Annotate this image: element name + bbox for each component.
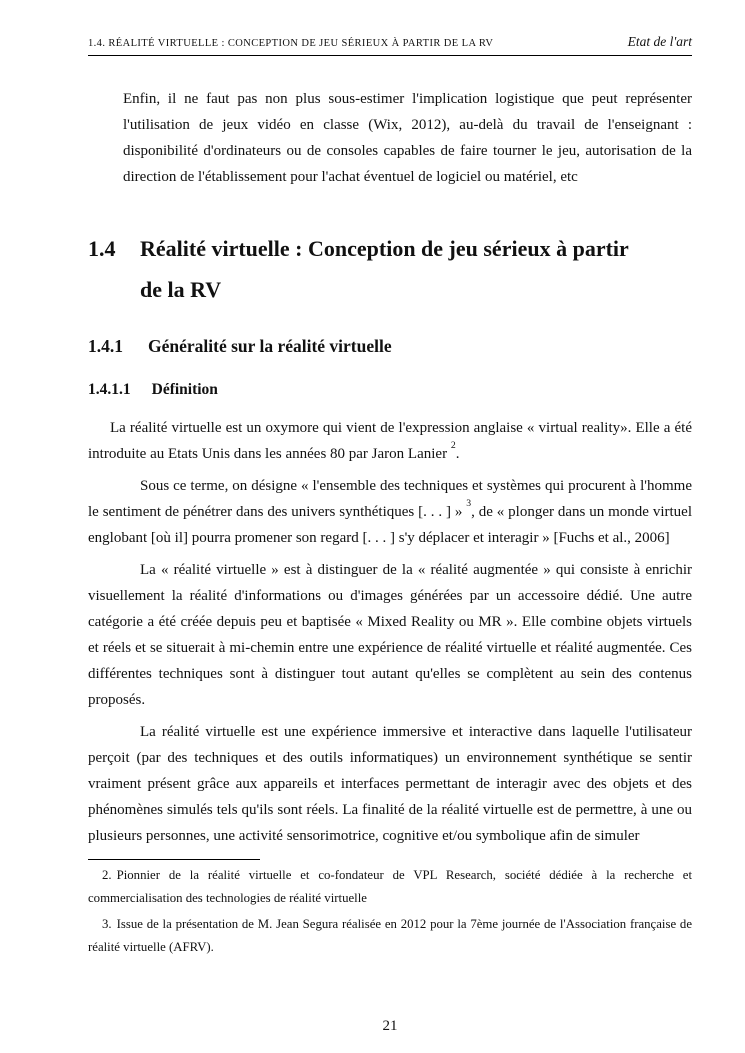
running-header-section: 1.4. RÉALITÉ VIRTUELLE : CONCEPTION DE JEU SÉRIEUX À PARTIR DE LA RV: [88, 38, 494, 49]
intro-paragraph: Enfin, il ne faut pas non plus sous-estimer l'implication logistique que peut représenter l'utilisation de jeux vidéo en classe (Wix, 2012), au-delà du travail de l'enseignant : disponibilité d'ordinateurs ou de consoles capables de faire tourner le jeu, autorisation de la direction de l'établissement pour l'achat éventuel de logiciel ou matériel, etc: [123, 91, 692, 185]
paragraph-text: .: [455, 446, 460, 462]
footnote-ref-3: 3: [466, 497, 472, 509]
paragraph-text: La réalité virtuelle est un oxymore qui vient de l'expression anglaise « virtual reality». Elle a été introduite au Etats Unis dans les années 80 par Jaron Lanier: [88, 420, 692, 462]
subsubsection-number: 1.4.1.1: [88, 381, 131, 398]
footnote-text: Pionnier de la réalité virtuelle et co-fondateur de VPL Research, société dédiée à la recherche et commercialisation des technologies de réalité virtuelle: [88, 868, 692, 905]
section-heading: [88, 228, 692, 310]
subsection-number: 1.4.1: [88, 336, 123, 356]
page-header: [88, 34, 692, 56]
paragraph-text: Sous ce terme, on désigne « l'ensemble des techniques et systèmes qui procurent à l'homme le sentiment de pénétrer dans des univers synthétiques [. . . ] »: [88, 478, 692, 520]
paragraph-fuchs-quote: [88, 473, 692, 551]
footnote-marker: 2.: [102, 868, 112, 882]
footnote-2: [88, 864, 692, 910]
page-number: 21: [382, 1018, 398, 1034]
paragraph-immersive-experience: La réalité virtuelle est une expérience immersive et interactive dans laquelle l'utilisateur perçoit (par des techniques et des outils informatiques) un environnement synthétique se sentir vraiment présent grâce aux appareils et interfaces permettant de interagir avec des objets et des phénomènes simulés tels qu'ils sont réels. La finalité de la réalité virtuelle est de permettre, à une ou plusieurs personnes, une activité sensorimotrice, cognitive et/ou symbolique afin de simuler: [88, 724, 692, 844]
paragraph-definition-oxymore: [88, 415, 692, 467]
footnotes-block: [88, 864, 692, 959]
section-title-line2: de la RV: [140, 277, 222, 302]
section-title-line1: Réalité virtuelle : Conception de jeu sérieux à partir: [140, 236, 629, 261]
footnote-3: [88, 913, 692, 959]
subsection-title: Généralité sur la réalité virtuelle: [148, 336, 392, 356]
subsection-heading: [88, 336, 692, 357]
subsubsection-title: Définition: [151, 381, 218, 398]
subsubsection-heading: [88, 381, 692, 399]
section-number: 1.4: [88, 236, 116, 261]
footnote-marker: 3.: [102, 917, 112, 931]
footnote-rule: [88, 859, 260, 860]
footnote-ref-2: 2: [450, 439, 456, 451]
section-title: [140, 228, 692, 310]
running-header-chapter: Etat de l'art: [627, 34, 692, 49]
paragraph-text: , de « plonger dans un monde virtuel englobant [où il] pourra promener son regard [. . . ] s'y déplacer et interagir » [Fuchs et al., 2006]: [88, 504, 692, 546]
footnote-text: Issue de la présentation de M. Jean Segura réalisée en 2012 pour la 7ème journée de l'Association française de réalité virtuelle (AFRV).: [88, 917, 692, 954]
paragraph-augmented-mixed-reality: La « réalité virtuelle » est à distinguer de la « réalité augmentée » qui consiste à enrichir visuellement la réalité d'informations ou d'images générées par un accessoire dédié. Une autre catégorie a été créée depuis peu et baptisée « Mixed Reality ou MR ». Elle combine objets virtuels et réels et se situerait à mi-chemin entre une expérience de réalité virtuelle et réalité augmentée. Ces différentes techniques sont à distinguer tout autant qu'elles se complètent au sein des contenus proposés.: [88, 562, 692, 708]
